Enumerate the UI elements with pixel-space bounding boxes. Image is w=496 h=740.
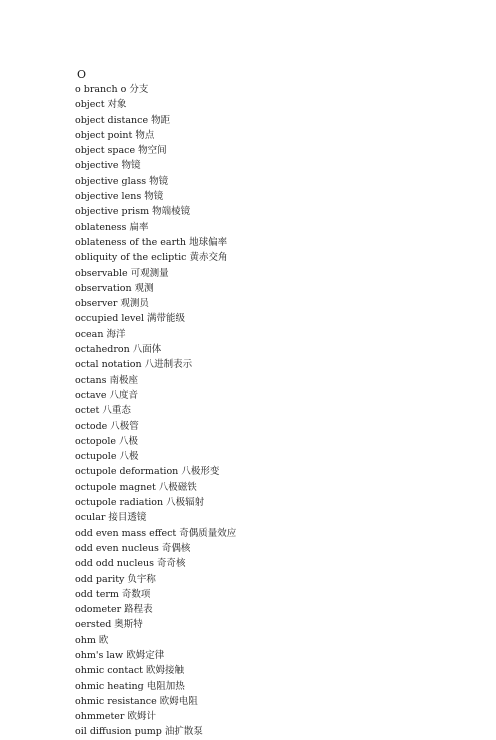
glossary-entry: ohm's law 欧姆定律 (75, 649, 165, 661)
glossary-entry: ocular 接目透镜 (75, 512, 147, 524)
glossary-entry: occupied level 满带能级 (75, 313, 186, 325)
glossary-entry: octal notation 八进制表示 (75, 359, 193, 371)
glossary-entry: ohmic heating 电阻加热 (75, 680, 185, 692)
glossary-entry: observer 观测员 (75, 298, 149, 310)
glossary-entry: ohmmeter 欧姆计 (75, 711, 156, 723)
glossary-entry: odd even nucleus 奇偶核 (75, 542, 191, 554)
glossary-entry: ohmic contact 欧姆接触 (75, 665, 185, 677)
glossary-entry: o branch o 分支 (75, 84, 149, 95)
glossary-entry: objective lens 物镜 (75, 191, 164, 203)
glossary-entry: objective 物镜 (75, 160, 141, 172)
glossary-entry: object space 物空间 (75, 145, 167, 157)
section-letter-heading: O (77, 68, 87, 81)
glossary-page (75, 68, 455, 740)
glossary-entry: octode 八极管 (75, 420, 139, 432)
glossary-entry: oblateness of the earth 地球偏率 (75, 236, 228, 248)
glossary-entry: object distance 物距 (75, 114, 171, 126)
glossary-entry: octupole 八极 (75, 451, 139, 463)
glossary-entry: octupole radiation 八极辐射 (75, 497, 205, 509)
glossary-entry: observable 可观测量 (75, 267, 169, 279)
glossary-entry: octans 南极座 (75, 374, 139, 386)
glossary-entry: observation 观测 (75, 282, 154, 294)
glossary-entry: octopole 八极 (75, 435, 139, 447)
glossary-entry: odd parity 负宇称 (75, 573, 156, 585)
glossary-entry: odometer 路程表 (75, 604, 153, 616)
glossary-entry: odd even mass effect 奇偶质量效应 (75, 527, 237, 539)
glossary-entry: obliquity of the ecliptic 黄赤交角 (75, 252, 228, 264)
glossary-entry: octave 八度音 (75, 389, 139, 401)
glossary-entry: odd odd nucleus 奇奇核 (75, 558, 186, 570)
glossary-entry-list (75, 82, 455, 740)
glossary-entry: ohm 欧 (75, 634, 109, 646)
glossary-entry: object 对象 (75, 99, 127, 111)
glossary-entry: oersted 奥斯特 (75, 619, 143, 631)
glossary-entry: oblateness 扁率 (75, 221, 149, 233)
glossary-entry: objective prism 物端棱镜 (75, 206, 191, 218)
glossary-entry: ohmic resistance 欧姆电阻 (75, 695, 198, 707)
glossary-entry: octahedron 八面体 (75, 344, 162, 356)
glossary-entry: octet 八重态 (75, 405, 131, 417)
glossary-entry: ocean 海洋 (75, 328, 126, 340)
glossary-entry: octupole magnet 八极磁铁 (75, 481, 197, 493)
glossary-entry: odd term 奇数项 (75, 588, 151, 600)
glossary-entry: oil diffusion pump 油扩散泵 (75, 726, 203, 738)
glossary-entry: octupole deformation 八极形变 (75, 466, 220, 478)
glossary-entry: object point 物点 (75, 129, 155, 141)
glossary-entry: objective glass 物镜 (75, 175, 169, 187)
